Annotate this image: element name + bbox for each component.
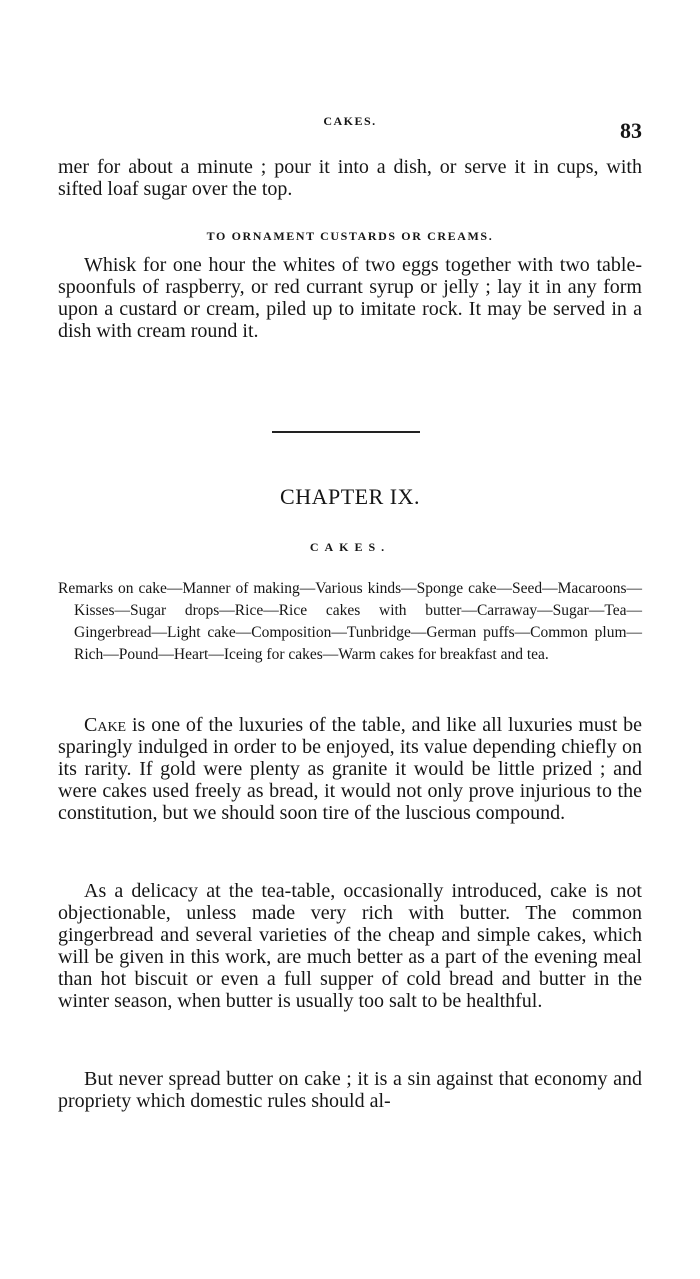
- chapter-summary: Remarks on cake—Manner of making—Various kinds—Sponge cake—Seed—Macaroons—Kisses—Sugar drops—Rice—Rice cakes with butter—Carraway—Sugar—Tea—Gingerbread—Light cake—Composition—Tunbridge—German puffs—Common plum—Rich—Pound—Heart—Iceing for cakes—Warm cakes for breakfast and tea.: [58, 580, 642, 663]
- paragraph-lead-word: Cake: [84, 714, 127, 736]
- chapter-divider-rule: [272, 431, 420, 433]
- continuation-paragraph: mer for about a minute ; pour it into a dish, or serve it in cups, with sifted loaf sugar over the top.: [58, 156, 642, 200]
- paragraph-1-text: is one of the luxuries of the table, and like all luxuries must be sparingly indulged in order to be enjoyed, its value depending chiefly on its rarity. If gold were plenty as granite it would be little prized ; and were cakes used freely as bread, it would not only prove injurious to the constitution, but we should soon tire of the luscious compound.: [58, 714, 642, 824]
- running-head: CAKES.: [323, 114, 377, 128]
- section-title: TO ORNAMENT CUSTARDS OR CREAMS.: [206, 229, 494, 243]
- chapter-heading: CHAPTER IX.: [280, 484, 420, 509]
- chapter-subtitle: CAKES.: [309, 540, 391, 554]
- section-body: Whisk for one hour the whites of two eggs together with two table-spoonfuls of raspberry, or red currant syrup or jelly ; lay it in any form upon a custard or cream, piled up to imitate rock. It may be served in a dish with cream round it.: [58, 254, 642, 342]
- body-paragraph-2: As a delicacy at the tea-table, occasionally introduced, cake is not objectionable, unless made very rich with butter. The common gingerbread and several varieties of the cheap and simple cakes, which will be given in this work, are much better as a part of the evening meal than hot biscuit or even a full supper of cold bread and butter in the winter season, when butter is usually too salt to be healthful.: [58, 880, 642, 1012]
- body-paragraph-1: [58, 714, 642, 824]
- body-paragraph-3: But never spread butter on cake ; it is a sin against that economy and propriety which domestic rules should al-: [58, 1068, 642, 1112]
- page-number: 83: [620, 118, 642, 143]
